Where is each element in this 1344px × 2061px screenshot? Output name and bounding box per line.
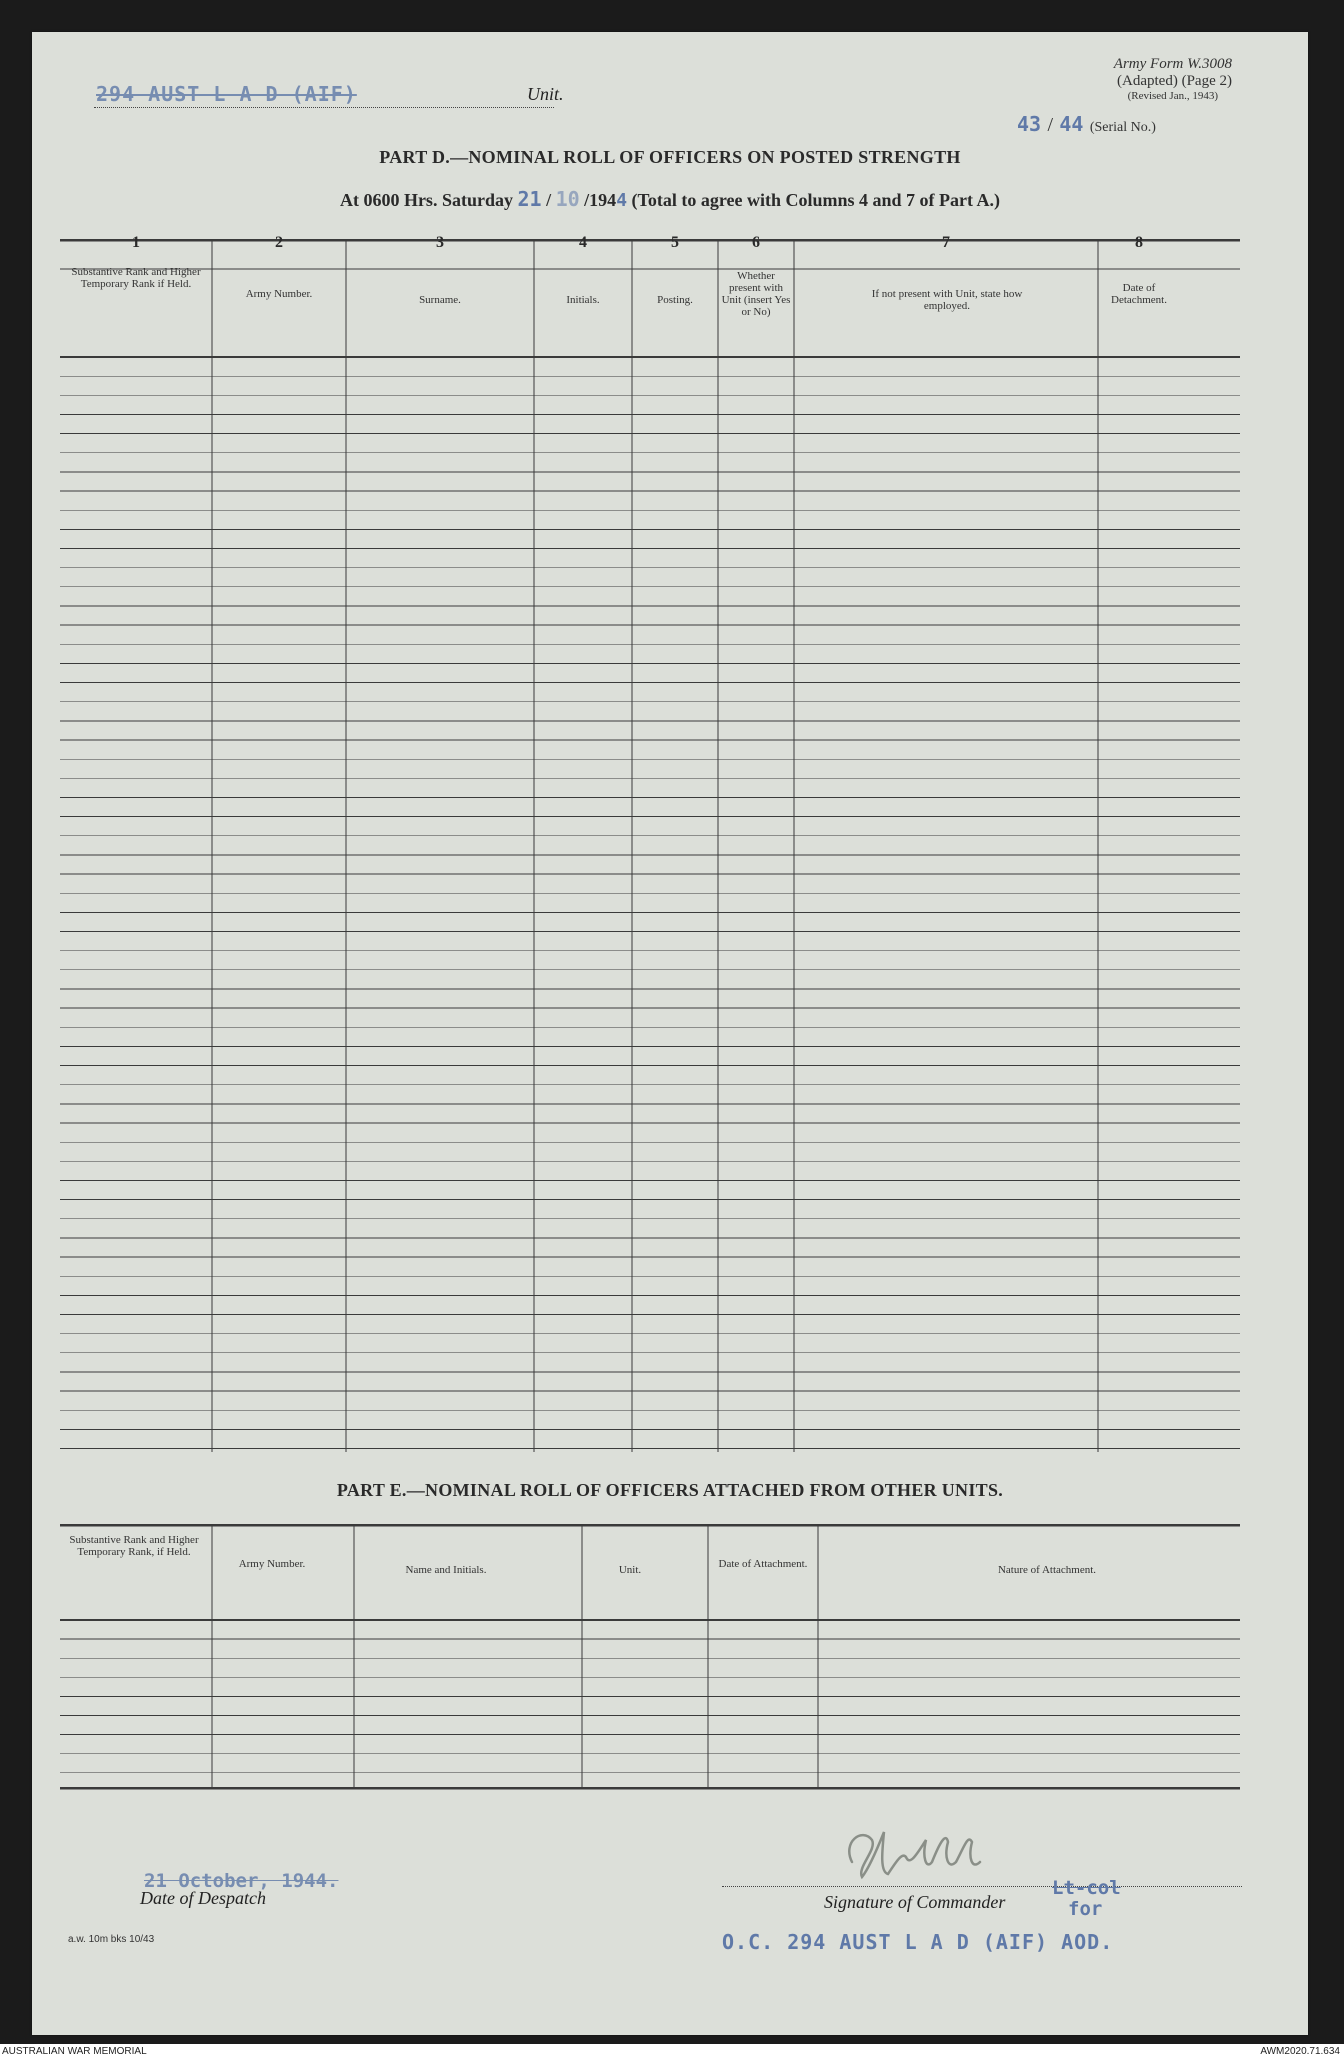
year-digit: 4 xyxy=(616,190,628,211)
col-head-3: Surname. xyxy=(419,294,461,306)
serial-separator: / xyxy=(1047,114,1054,136)
col-num-4: 4 xyxy=(579,234,587,251)
e-col-head-3: Name and Initials. xyxy=(405,1564,487,1576)
signature-unit: O.C. 294 AUST L A D (AIF) AOD. xyxy=(722,1930,1114,1954)
part-e-table xyxy=(32,32,1308,1812)
form-line-2: (Adapted) (Page 2) xyxy=(1117,73,1232,89)
part-d-title: PART D.—NOMINAL ROLL OF OFFICERS ON POSTED STRENGTH xyxy=(379,147,961,167)
col-num-5: 5 xyxy=(671,234,679,251)
part-e-title: PART E.—NOMINAL ROLL OF OFFICERS ATTACHED FROM OTHER UNITS. xyxy=(336,1480,1004,1500)
unit-label: Unit. xyxy=(527,84,564,104)
e-col-head-5: Date of Attachment. xyxy=(718,1558,808,1570)
day-value: 21 xyxy=(517,187,542,211)
signature-rank: Lt-col xyxy=(1052,1877,1121,1899)
col-head-6: Whether present with Unit (insert Yes or No) xyxy=(721,270,791,318)
col-head-2: Army Number. xyxy=(245,288,313,300)
footer-left: AUSTRALIAN WAR MEMORIAL xyxy=(2,2046,147,2057)
despatch-date-label: Date of Despatch xyxy=(140,1888,266,1908)
col-num-1: 1 xyxy=(132,234,140,251)
col-head-1: Substantive Rank and Higher Temporary Rank if Held. xyxy=(71,266,201,290)
col-head-8: Date of Detachment. xyxy=(1111,282,1167,306)
col-head-7: If not present with Unit, state how employed. xyxy=(871,288,1023,312)
col-num-2: 2 xyxy=(275,234,283,251)
month-value: 10 xyxy=(555,187,580,211)
signature-dotted-line xyxy=(722,1886,1242,1887)
e-col-head-1: Substantive Rank and Higher Temporary Rank, if Held. xyxy=(69,1534,199,1558)
col-num-8: 8 xyxy=(1135,234,1143,251)
col-head-4: Initials. xyxy=(566,294,600,306)
despatch-date-value: 21 October, 1944. xyxy=(144,1870,339,1892)
print-code: a.w. 10m bks 10/43 xyxy=(68,1934,155,1945)
form-line-1: Army Form W.3008 xyxy=(1113,56,1232,72)
signature-label: Signature of Commander xyxy=(824,1892,1006,1912)
at-text: At 0600 Hrs. Saturday xyxy=(339,190,513,210)
col-head-5: Posting. xyxy=(657,294,693,306)
part-d-date-line: At 0600 Hrs. Saturday 21 / 10 /1944 (Total to agree with Columns 4 and 7 of Part A.) xyxy=(339,187,1001,211)
footer-right: AWM2020.71.634 xyxy=(1260,2046,1340,2057)
serial-label: (Serial No.) xyxy=(1089,120,1156,135)
form-page xyxy=(32,32,1308,2035)
total-text: (Total to agree with Columns 4 and 7 of Part A.) xyxy=(631,190,1001,210)
archive-footer xyxy=(0,2044,1344,2061)
form-line-3: (Revised Jan., 1943) xyxy=(1127,90,1218,102)
unit-name: 294 AUST L A D (AIF) xyxy=(96,82,357,106)
col-num-6: 6 xyxy=(752,234,760,251)
signature-for: for xyxy=(1068,1898,1103,1920)
e-col-head-4: Unit. xyxy=(618,1564,642,1576)
col-num-7: 7 xyxy=(942,234,950,251)
serial-a: 43 xyxy=(1017,112,1042,136)
e-col-head-6: Nature of Attachment. xyxy=(997,1564,1097,1576)
serial-b: 44 xyxy=(1059,112,1084,136)
year-prefix: /194 xyxy=(584,190,617,210)
e-col-head-2: Army Number. xyxy=(238,1558,306,1570)
col-num-3: 3 xyxy=(436,234,444,251)
handwritten-signature xyxy=(822,1822,1062,1892)
